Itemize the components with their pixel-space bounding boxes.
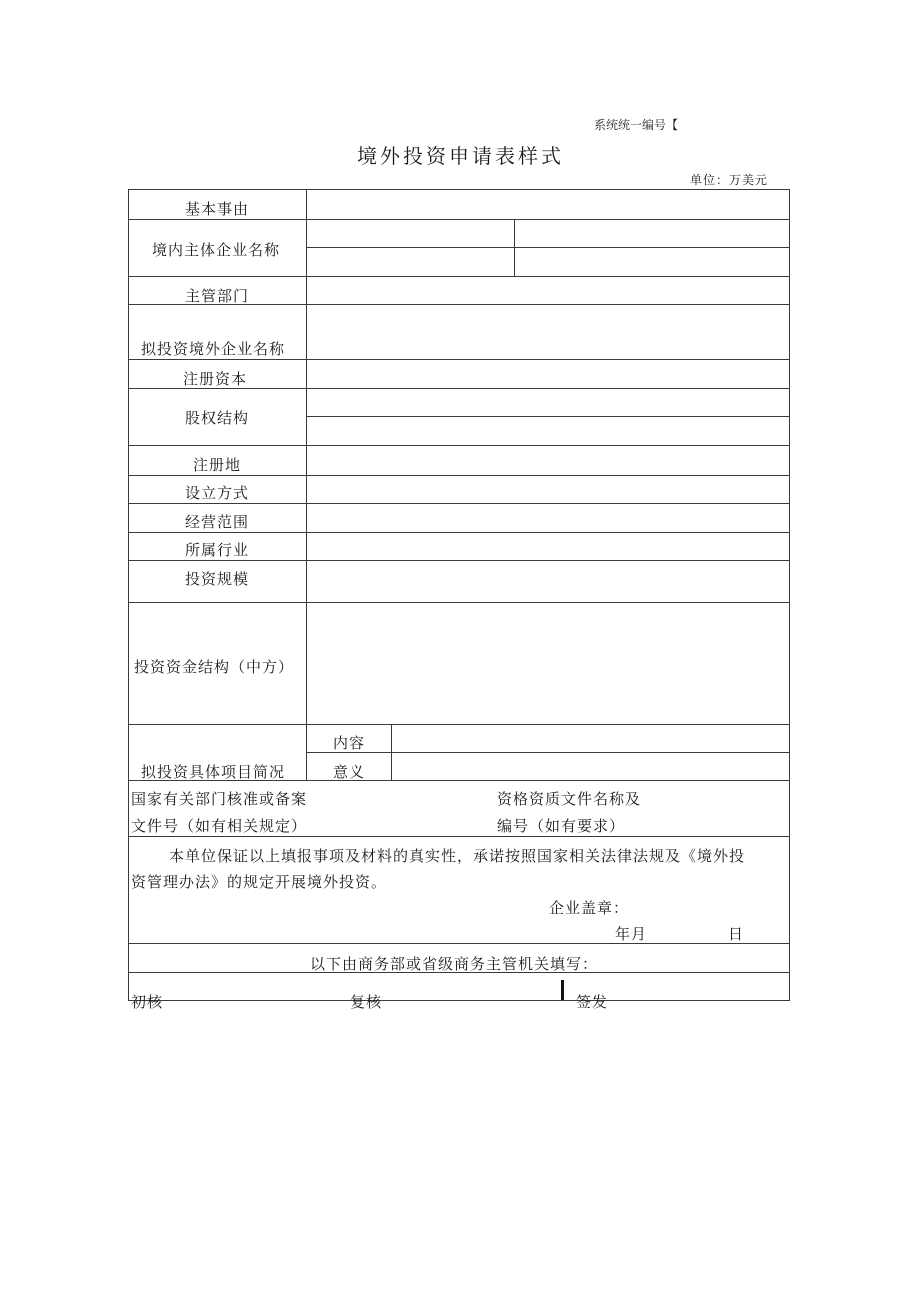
label-overseas-company: 拟投资境外企业名称 [141,340,286,358]
serial-number-label: 系统统一编号【 [594,118,679,132]
commerce-section-heading: 以下由商务部或省级商务主管机关填写： [310,955,599,973]
qualification-doc-label-line1: 资格资质文件名称及 [497,790,642,808]
label-domestic-company: 境内主体企业名称 [152,241,281,259]
label-establish-method: 设立方式 [185,484,250,502]
field-significance[interactable] [392,753,789,780]
label-equity-structure: 股权结构 [185,409,250,427]
date-day: 日 [728,925,745,943]
initial-review-label: 初核 [131,993,164,1011]
label-investment-scale: 投资规模 [185,570,250,588]
date-year-month: 年月 [615,925,648,943]
label-project-brief: 拟投资具体项目简况 [141,763,286,781]
page-title: 境外投资申请表样式 [357,144,564,168]
declaration-text-line1: 本单位保证以上填报事项及材料的真实性，承诺按照国家相关法律法规及《境外投 [169,847,746,865]
field-fund-structure[interactable] [307,603,789,724]
label-business-scope: 经营范围 [185,513,250,531]
field-basic-reason[interactable] [307,190,789,219]
field-domestic-company-1b[interactable] [515,220,789,247]
qualification-doc-label-line2: 编号（如有要求） [497,817,626,835]
field-investment-scale[interactable] [307,561,789,602]
field-registered-place[interactable] [307,446,789,475]
label-registered-capital: 注册资本 [183,370,248,388]
label-industry: 所属行业 [185,541,250,559]
label-content: 内容 [333,734,366,752]
field-domestic-company-2b[interactable] [515,248,789,276]
label-fund-structure: 投资资金结构（中方） [134,658,295,676]
re-review-label: 复核 [350,993,383,1011]
field-content[interactable] [392,725,789,752]
field-domestic-company-1a[interactable] [307,220,514,247]
label-basic-reason: 基本事由 [185,200,250,218]
label-significance: 意义 [333,763,366,781]
field-domestic-company-2a[interactable] [307,248,514,276]
commerce-review-row [129,981,789,1011]
field-business-scope[interactable] [307,504,789,532]
unit-label: 单位：万美元 [690,173,769,187]
approval-doc-label-line2: 文件号（如有相关规定） [131,817,308,835]
company-seal-label: 企业盖章： [549,899,630,917]
label-supervising-dept: 主管部门 [185,287,250,305]
field-equity-structure-1[interactable] [307,389,789,416]
field-supervising-dept[interactable] [307,277,789,304]
issue-label: 签发 [576,993,609,1011]
field-registered-capital[interactable] [307,360,789,388]
declaration-text-line2: 资管理办法》的规定开展境外投资。 [131,873,388,891]
field-industry[interactable] [307,533,789,560]
approval-doc-label-line1: 国家有关部门核准或备案 [131,790,308,808]
field-overseas-company[interactable] [307,305,789,359]
field-equity-structure-2[interactable] [307,417,789,445]
label-registered-place: 注册地 [193,456,242,474]
field-establish-method[interactable] [307,476,789,503]
